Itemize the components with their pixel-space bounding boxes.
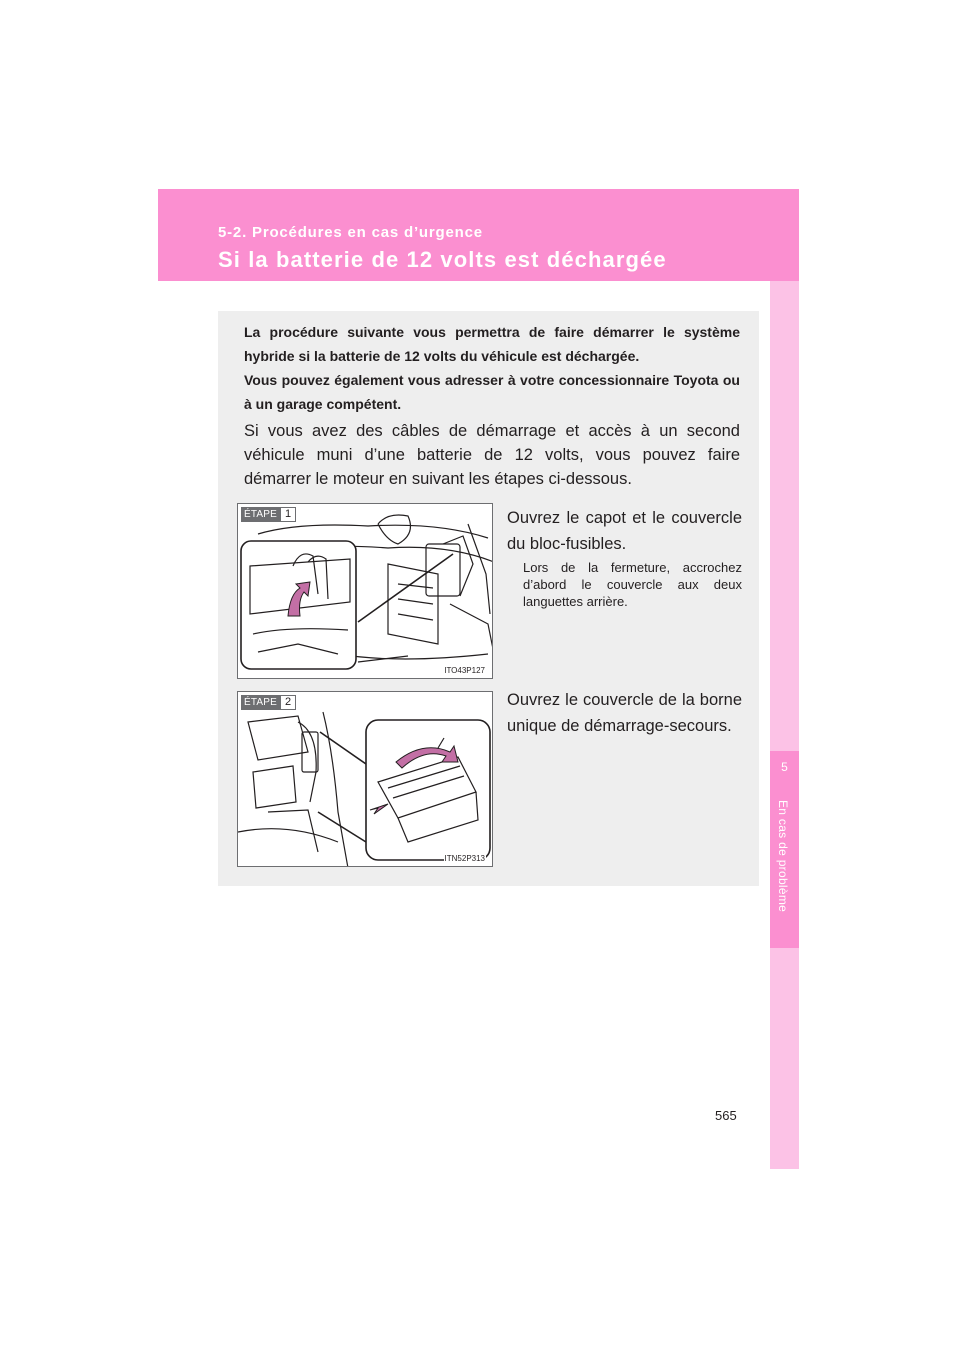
step-2-figure-code: ITN52P313	[444, 854, 485, 863]
intro-paragraph-2: Vous pouvez également vous adresser à votre concessionnaire Toyota ou à un garage compétent.	[244, 372, 740, 412]
step-2-number: 2	[280, 695, 296, 710]
chapter-side-tab	[770, 281, 799, 1169]
step-1-text: Ouvrez le capot et le couvercle du bloc-fusibles.	[507, 509, 742, 553]
step-2-badge	[241, 695, 296, 710]
zoom-inset	[366, 720, 490, 860]
step-2-text: Ouvrez le couvercle de la borne unique de démarrage-secours.	[507, 691, 742, 735]
page-title: Si la batterie de 12 volts est déchargée	[218, 247, 667, 272]
step-1-badge	[241, 507, 296, 522]
step-2-illustration	[237, 691, 493, 867]
jump-start-terminal-drawing	[238, 692, 493, 867]
step-1-number: 1	[280, 507, 296, 522]
chapter-name: En cas de problème	[776, 800, 790, 913]
step-1-label: ÉTAPE	[241, 507, 280, 522]
step-2-label: ÉTAPE	[241, 695, 280, 710]
intro-summary	[244, 320, 740, 416]
engine-fusebox-drawing	[238, 504, 493, 679]
intro-paragraph-1: La procédure suivante vous permettra de faire démarrer le système hybride si la batterie de 12 volts du véhicule est déchargée.	[244, 324, 740, 364]
step-1-figure-code: ITO43P127	[444, 666, 485, 675]
page-number: 565	[715, 1108, 737, 1123]
section-label: 5-2. Procédures en cas d’urgence	[218, 224, 483, 241]
chapter-number: 5	[781, 760, 788, 774]
step-1-illustration	[237, 503, 493, 679]
step-1-note: Lors de la fermeture, accrochez d’abord le couvercle aux deux languettes arrière.	[523, 560, 742, 609]
intro-text: Si vous avez des câbles de démarrage et accès à un second véhicule muni d’une batterie de 12 volts, vous pouvez faire démarrer le moteur en suivant les étapes ci-dessous.	[244, 422, 740, 488]
